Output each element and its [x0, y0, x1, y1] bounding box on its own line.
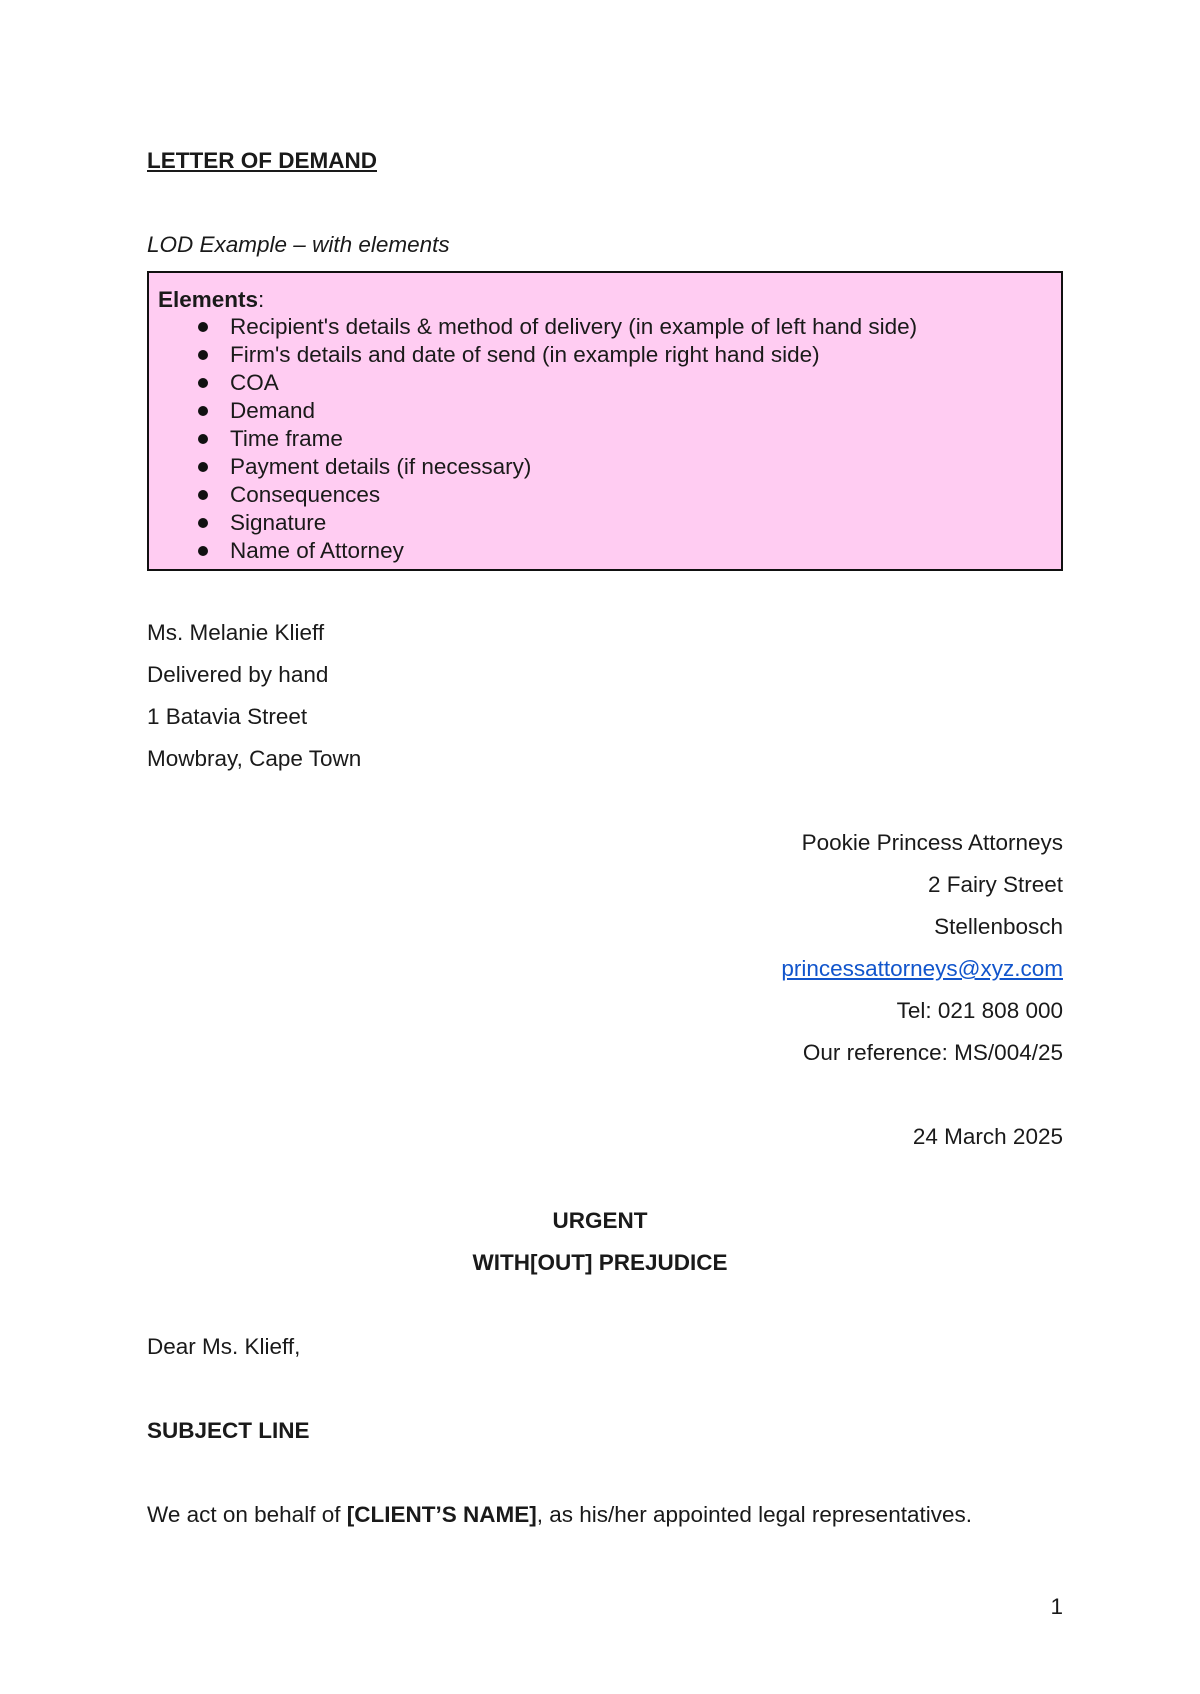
elements-heading-colon: :	[258, 287, 265, 312]
body-paragraph	[147, 1501, 972, 1528]
list-item	[149, 369, 917, 397]
client-name-placeholder: [CLIENT’S NAME]	[346, 1502, 537, 1527]
subject-line: SUBJECT LINE	[147, 1418, 310, 1443]
prejudice-heading: WITH[OUT] PREJUDICE	[472, 1250, 728, 1275]
elements-box	[147, 271, 1063, 571]
bullet-icon	[198, 378, 208, 388]
firm-tel: Tel: 021 808 000	[896, 998, 1063, 1023]
page-number: 1	[1050, 1594, 1063, 1619]
list-item	[149, 425, 917, 453]
body-intro-after: , as his/her appointed legal representatives.	[536, 1502, 972, 1527]
list-item-text: Recipient's details & method of delivery (in example of left hand side)	[230, 314, 918, 339]
list-item	[149, 313, 917, 341]
list-item-text: Payment details (if necessary)	[230, 454, 532, 479]
list-item	[149, 341, 917, 369]
list-item-text: Firm's details and date of send (in example right hand side)	[230, 342, 820, 367]
bullet-icon	[198, 546, 208, 556]
firm-name: Pookie Princess Attorneys	[801, 830, 1063, 855]
list-item	[149, 481, 917, 509]
recipient-city: Mowbray, Cape Town	[147, 746, 362, 771]
list-item	[149, 453, 917, 481]
letter-date: 24 March 2025	[912, 1124, 1063, 1149]
bullet-icon	[198, 434, 208, 444]
bullet-icon	[198, 350, 208, 360]
list-item-text: Time frame	[230, 426, 343, 451]
urgent-heading: URGENT	[552, 1208, 648, 1233]
list-item	[149, 537, 917, 565]
bullet-icon	[198, 406, 208, 416]
bullet-icon	[198, 518, 208, 528]
list-item-text: Consequences	[230, 482, 381, 507]
firm-reference: Our reference: MS/004/25	[802, 1040, 1063, 1065]
firm-email-line	[781, 955, 1063, 982]
recipient-delivery: Delivered by hand	[147, 662, 329, 687]
list-item-text: Signature	[230, 510, 327, 535]
bullet-icon	[198, 490, 208, 500]
document-subtitle: LOD Example – with elements	[147, 232, 450, 257]
bullet-icon	[198, 462, 208, 472]
elements-heading	[158, 286, 264, 313]
recipient-name: Ms. Melanie Klieff	[147, 620, 325, 645]
document-title: LETTER OF DEMAND	[147, 148, 377, 173]
firm-street: 2 Fairy Street	[927, 872, 1063, 897]
list-item-text: Name of Attorney	[230, 538, 404, 563]
salutation: Dear Ms. Klieff,	[147, 1334, 301, 1359]
bullet-icon	[198, 322, 208, 332]
recipient-street: 1 Batavia Street	[147, 704, 308, 729]
list-item-text: COA	[230, 370, 279, 395]
elements-heading-label: Elements	[158, 287, 259, 312]
firm-email-link[interactable]: princessattorneys@xyz.com	[781, 956, 1063, 981]
list-item	[149, 509, 917, 537]
elements-list	[149, 313, 917, 565]
body-intro-before: We act on behalf of	[147, 1502, 347, 1527]
list-item	[149, 397, 917, 425]
firm-city: Stellenbosch	[934, 914, 1063, 939]
list-item-text: Demand	[230, 398, 316, 423]
